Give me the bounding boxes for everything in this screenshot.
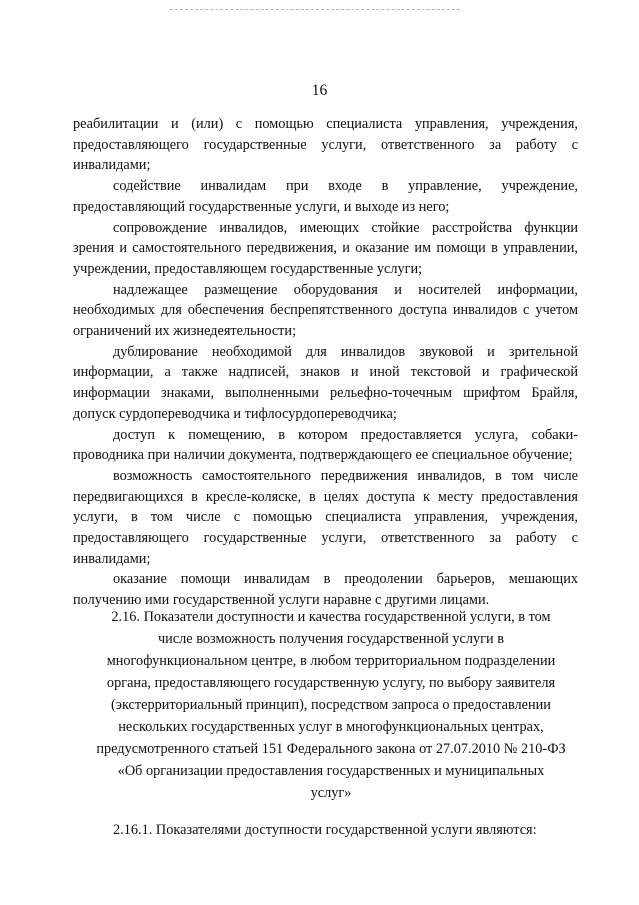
paragraph-3: сопровождение инвалидов, имеющих стойкие расстройства функции зрения и самостоятельного передвижения, и оказание им помощи в управлении, учреждении, предоставляющем государственные услуги; [73, 219, 578, 277]
page-number: 16 [311, 82, 328, 99]
paragraph-6: доступ к помещению, в котором предоставляется услуга, собаки-проводника при наличии документа, подтверждающего ее специальное обучение; [73, 426, 578, 464]
section-heading: 2.16. Показатели доступности и качества государственной услуги, в том числе возможность получения государственной услуги в многофункциональном центре, в любом территориальном подразделении органа, предоставляющего государственную услугу, по выбору заявителя (экстерриториальный принцип), посредством запроса о предоставлении нескольких государственных услуг в многофункциональных центрах, предусмотренного статьей 151 Федерального закона от 27.07.2010 № 210-ФЗ «Об организации предоставления государственных и муниципальных услуг» [96, 609, 566, 801]
body-text [73, 114, 578, 611]
paragraph-7: возможность самостоятельного передвижения инвалидов, в том числе передвигающихся в кресле-коляске, в целях доступа к месту предоставления услуги, в том числе с помощью специалиста управления, учреждения, предоставляющего государственные услуги, ответственного за работу с инвалидами; [73, 467, 578, 567]
paragraph-4: надлежащее размещение оборудования и носителей информации, необходимых для обеспечения беспрепятственного доступа инвалидов с учетом ограничений их жизнедеятельности; [73, 281, 578, 340]
paragraph-2: содействие инвалидам при входе в управление, учреждение, предоставляющий государственные услуги, и выходе из него; [73, 178, 578, 215]
paragraph-5: дублирование необходимой для инвалидов звуковой и зрительной информации, а также надписей, знаков и иной текстовой и графической информации знаками, выполненными рельефно-точечным шрифтом Брайля, допуск сурдопереводчика и тифлосурдопереводчика; [73, 343, 578, 422]
subsection-heading: 2.16.1. Показателями доступности государственной услуги являются: [113, 822, 537, 838]
paragraph-8: оказание помощи инвалидам в преодолении барьеров, мешающих получению ими государственной услуги наравне с другими лицами. [73, 571, 578, 609]
scan-edge-line [170, 9, 460, 10]
paragraph-1: реабилитации и (или) с помощью специалиста управления, учреждения, предоставляющего государственные услуги, ответственного за работу с инвалидами; [73, 116, 578, 174]
